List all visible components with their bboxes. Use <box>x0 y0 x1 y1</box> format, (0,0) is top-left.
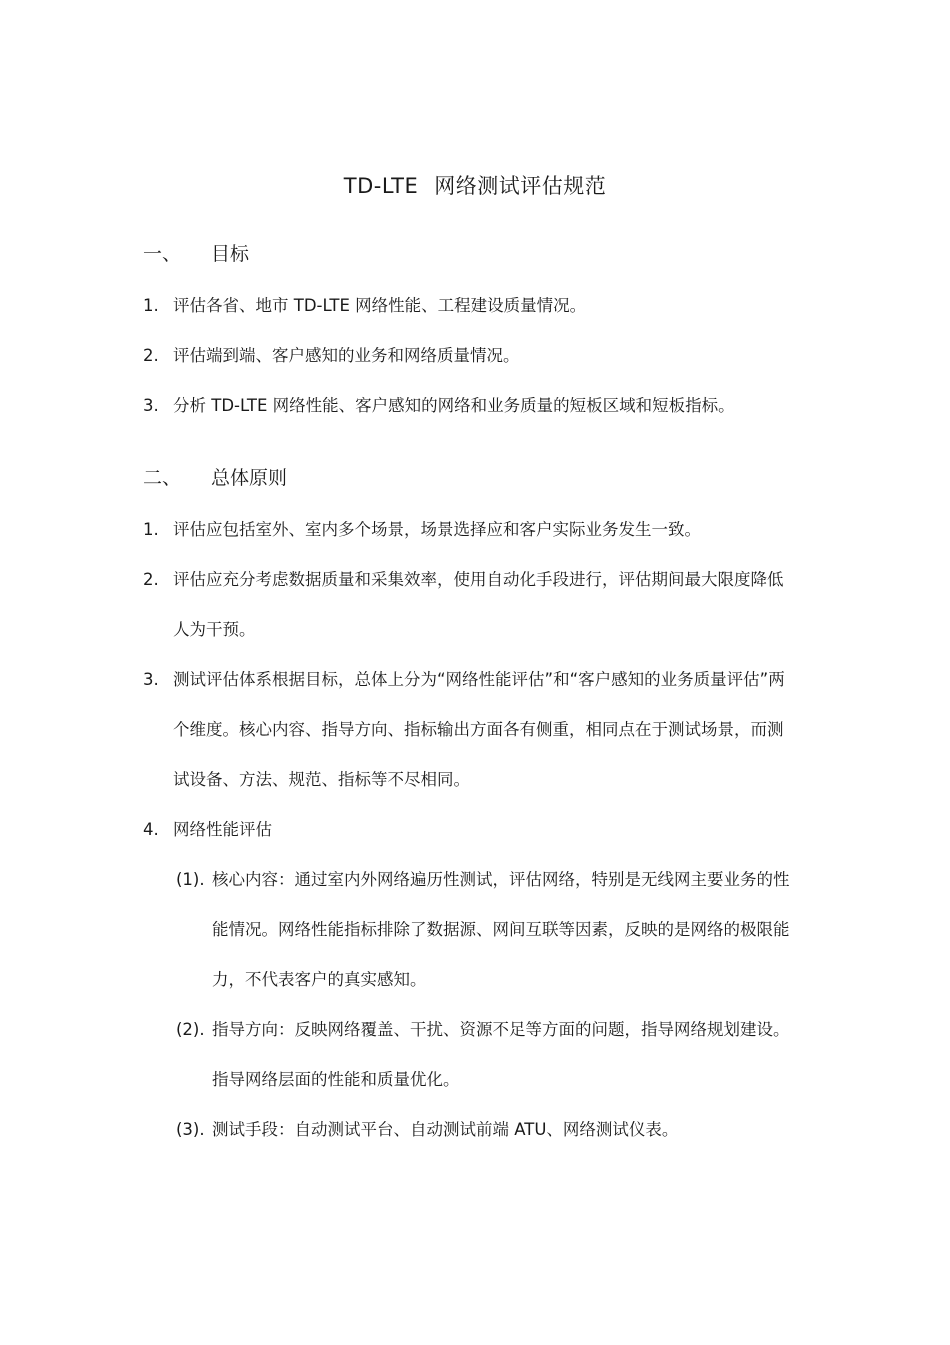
subitem-text: 核心内容：通过室内外网络遍历性测试，评估网络，特别是无线网主要业务的性能情况。网络性能指标排除了数据源、网间互联等因素，反映的是网络的极限能力，不代表客户的真实感知。 <box>212 870 790 989</box>
item-number: 2. <box>143 570 159 589</box>
sub-list-item <box>176 1005 796 1105</box>
subitem-number: (3). <box>176 1120 205 1139</box>
item-number: 1. <box>143 520 159 539</box>
document-title <box>0 170 950 200</box>
item-text: 评估应充分考虑数据质量和采集效率，使用自动化手段进行，评估期间最大限度降低人为干预。 <box>173 570 784 639</box>
sub-list-item <box>176 1105 796 1155</box>
item-number: 2. <box>143 346 159 365</box>
subitem-text: 测试手段：自动测试平台、自动测试前端 ATU、网络测试仪表。 <box>212 1120 679 1139</box>
item-text: 评估端到端、客户感知的业务和网络质量情况。 <box>173 346 520 365</box>
section-heading-principles <box>143 463 287 490</box>
item-text: 网络性能评估 <box>173 820 272 839</box>
item-text: 分析 TD-LTE 网络性能、客户感知的网络和业务质量的短板区域和短板指标。 <box>173 396 735 415</box>
subitem-number: (2). <box>176 1020 205 1039</box>
sub-list-item <box>176 855 796 1005</box>
item-text: 评估应包括室外、室内多个场景，场景选择应和客户实际业务发生一致。 <box>173 520 701 539</box>
item-number: 4. <box>143 820 159 839</box>
section-number: 二、 <box>143 467 182 489</box>
list-item <box>143 505 793 555</box>
list-item <box>143 281 793 331</box>
item-number: 3. <box>143 396 159 415</box>
list-item <box>143 555 793 655</box>
title-latin: TD-LTE <box>343 174 419 198</box>
section-number: 一、 <box>143 243 182 265</box>
list-item <box>143 381 793 431</box>
list-item <box>143 331 793 381</box>
item-number: 1. <box>143 296 159 315</box>
section-title: 目标 <box>211 243 250 265</box>
subitem-number: (1). <box>176 870 205 889</box>
list-item <box>143 805 793 855</box>
item-number: 3. <box>143 670 159 689</box>
subitem-text: 指导方向：反映网络覆盖、干扰、资源不足等方面的问题，指导网络规划建设。指导网络层面的性能和质量优化。 <box>212 1020 790 1089</box>
list-item <box>143 655 793 805</box>
item-text: 测试评估体系根据目标，总体上分为“网络性能评估”和“客户感知的业务质量评估”两个维度。核心内容、指导方向、指标输出方面各有侧重，相同点在于测试场景，而测试设备、方法、规范、指标等不尽相同。 <box>173 670 785 789</box>
title-cjk: 网络测试评估规范 <box>434 174 607 198</box>
section-title: 总体原则 <box>211 467 288 489</box>
section-heading-goals <box>143 239 249 266</box>
item-text: 评估各省、地市 TD-LTE 网络性能、工程建设质量情况。 <box>173 296 587 315</box>
